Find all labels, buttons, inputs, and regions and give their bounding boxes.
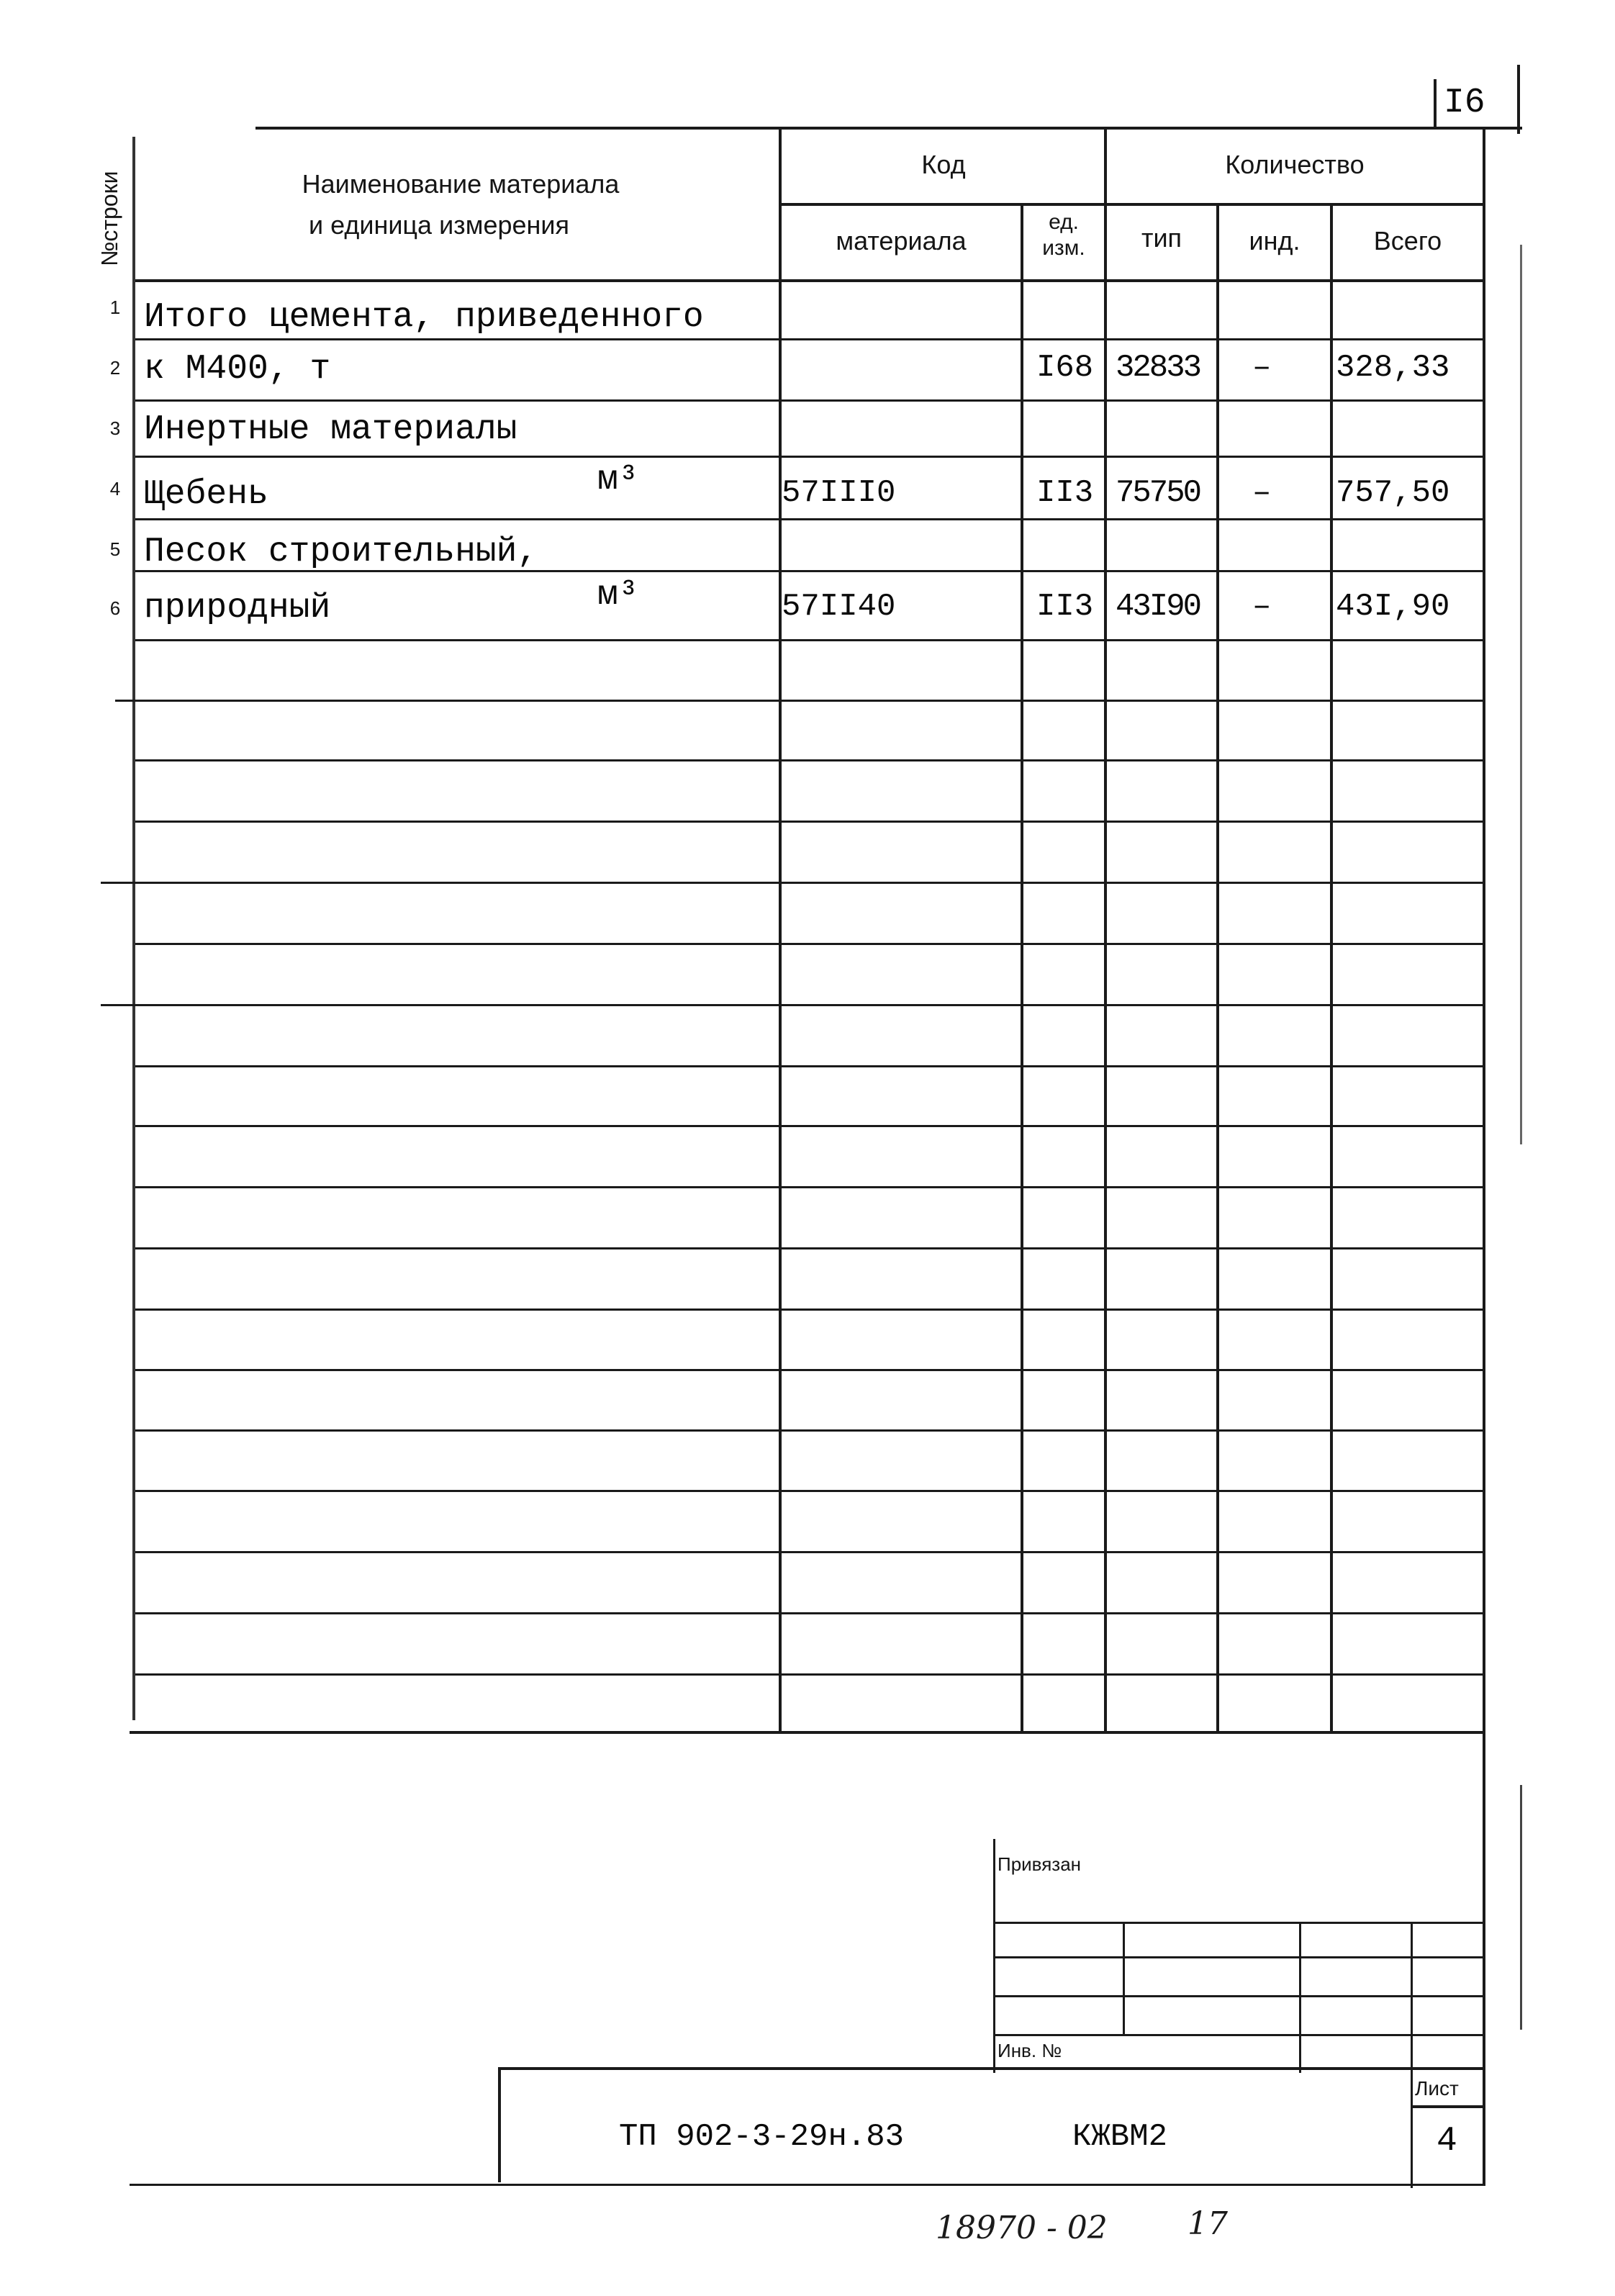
row-line bbox=[135, 1673, 1485, 1676]
stamp-attached-label: Привязан bbox=[998, 1853, 1082, 1875]
row-number: 1 bbox=[109, 297, 121, 318]
row-line bbox=[135, 1490, 1485, 1492]
row-ind: – bbox=[1252, 589, 1272, 625]
col-line-ind-end bbox=[1330, 203, 1333, 1732]
stamp-main-left bbox=[498, 2067, 501, 2182]
margin-line bbox=[1520, 245, 1522, 1144]
row-code: 57II40 bbox=[782, 589, 896, 625]
header-row-no: №строки bbox=[96, 171, 122, 266]
row-name: Песок строительный, bbox=[144, 533, 538, 571]
row-code: 57III0 bbox=[782, 475, 896, 511]
row-line bbox=[135, 399, 1485, 402]
row-unit: II3 bbox=[1036, 589, 1094, 625]
row-number: 6 bbox=[109, 597, 121, 619]
row-line bbox=[135, 1369, 1485, 1371]
header-unit-line2: изм. bbox=[1042, 236, 1085, 260]
row-unit: II3 bbox=[1036, 475, 1094, 511]
row-line bbox=[101, 1004, 1485, 1006]
stamp-main-top bbox=[498, 2067, 1485, 2070]
row-ind: – bbox=[1252, 350, 1272, 386]
margin-line bbox=[1520, 1785, 1522, 2030]
row-line bbox=[135, 456, 1485, 458]
row-type: 43I90 bbox=[1116, 589, 1200, 625]
row-total: 43I,90 bbox=[1336, 589, 1450, 625]
stamp-col bbox=[1123, 1922, 1125, 2034]
row-type: 75750 bbox=[1116, 475, 1200, 511]
page-number-right-border bbox=[1517, 65, 1520, 134]
stamp-col bbox=[1411, 1922, 1413, 2188]
row-number: 3 bbox=[109, 417, 121, 439]
row-line bbox=[135, 1309, 1485, 1311]
header-bottom-border bbox=[135, 279, 1485, 282]
row-line bbox=[135, 518, 1485, 520]
handwritten-extra: 17 bbox=[1188, 2205, 1228, 2242]
header-code-material: материала bbox=[836, 226, 967, 256]
row-line bbox=[135, 1247, 1485, 1249]
stamp-bottom-line bbox=[130, 2184, 1485, 2186]
row-name: к М400, т bbox=[144, 350, 331, 389]
col-line-rowno bbox=[132, 137, 135, 1720]
row-number: 2 bbox=[109, 357, 121, 379]
header-name-line2: и единица измерения bbox=[308, 210, 569, 240]
row-unit-measure: м³ bbox=[597, 461, 639, 500]
page-number: I6 bbox=[1444, 83, 1485, 122]
header-mid-border bbox=[779, 203, 1485, 206]
col-line-type-end bbox=[1216, 203, 1219, 1732]
table-bottom-border bbox=[130, 1731, 1485, 1734]
header-name-line1: Наименование материала bbox=[302, 169, 620, 199]
stamp-sheet-label: Лист bbox=[1415, 2077, 1459, 2100]
handwritten-number: 18970 - 02 bbox=[936, 2210, 1108, 2246]
row-line bbox=[135, 338, 1485, 340]
row-line bbox=[135, 821, 1485, 823]
row-number: 5 bbox=[109, 538, 121, 560]
stamp-doc-mark: КЖВМ2 bbox=[1072, 2119, 1168, 2155]
row-total: 757,50 bbox=[1336, 475, 1450, 511]
stamp-sheet-number: 4 bbox=[1437, 2122, 1457, 2161]
header-unit-line1: ед. bbox=[1049, 210, 1079, 234]
row-unit-measure: м³ bbox=[597, 576, 639, 615]
row-line bbox=[135, 1612, 1485, 1614]
row-line bbox=[135, 759, 1485, 761]
row-total: 328,33 bbox=[1336, 350, 1450, 386]
row-name: Итого цемента, приведенного bbox=[144, 298, 704, 337]
row-name: Щебень bbox=[144, 475, 268, 514]
row-name: Инертные материалы bbox=[144, 410, 517, 449]
stamp-doc-code: ТП 902-3-29н.83 bbox=[619, 2119, 905, 2155]
row-line bbox=[135, 1065, 1485, 1067]
col-line-code-end bbox=[1021, 203, 1023, 1732]
row-ind: – bbox=[1252, 475, 1272, 511]
row-line bbox=[135, 1125, 1485, 1127]
row-number: 4 bbox=[109, 478, 121, 500]
header-ind: инд. bbox=[1249, 226, 1300, 256]
row-name: природный bbox=[144, 589, 331, 628]
stamp-inv-label: Инв. № bbox=[998, 2040, 1062, 2061]
stamp-col bbox=[1299, 1922, 1301, 2073]
col-line-right bbox=[1483, 127, 1485, 2185]
row-type: 32833 bbox=[1116, 350, 1200, 386]
row-line bbox=[135, 1186, 1485, 1188]
header-type: тип bbox=[1141, 223, 1182, 253]
row-line bbox=[101, 882, 1485, 884]
row-unit: I68 bbox=[1036, 350, 1094, 386]
row-line bbox=[135, 1429, 1485, 1432]
row-line bbox=[135, 639, 1485, 641]
header-code: Код bbox=[921, 150, 966, 179]
header-total: Всего bbox=[1373, 226, 1442, 256]
row-line bbox=[115, 700, 1485, 702]
stamp-sheet-divider bbox=[1411, 2105, 1485, 2108]
row-line bbox=[135, 943, 1485, 945]
row-line bbox=[135, 1551, 1485, 1553]
header-quantity: Количество bbox=[1225, 150, 1365, 179]
table-top-border bbox=[255, 127, 1522, 130]
